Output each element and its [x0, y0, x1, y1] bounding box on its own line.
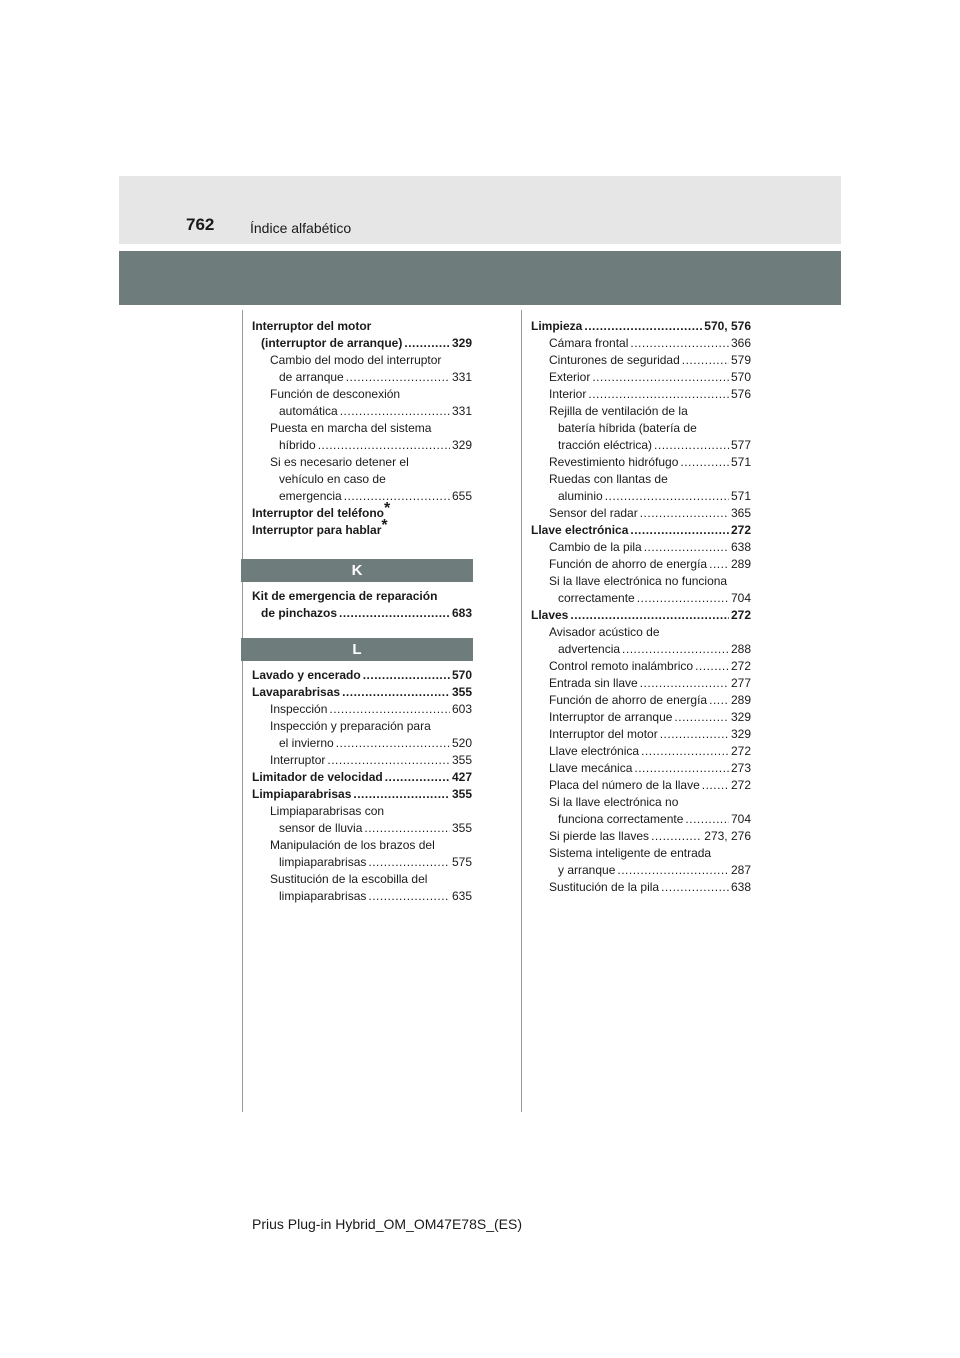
- subentry-term-continued: sensor de lluvia: [279, 821, 363, 835]
- index-subentry: [531, 556, 751, 573]
- entry-term: Lavado y encerado: [252, 668, 361, 682]
- index-subentry: [531, 403, 751, 454]
- page-ref[interactable]: 331: [451, 404, 472, 418]
- subentry-term: Llave mecánica: [549, 761, 633, 775]
- page-ref[interactable]: 704: [730, 591, 751, 605]
- page-ref[interactable]: 355: [451, 787, 472, 801]
- section-title: Índice alfabético: [250, 220, 352, 236]
- page-ref[interactable]: 289: [730, 557, 751, 571]
- index-entry: [531, 318, 751, 335]
- dot-leader: [622, 641, 729, 658]
- index-subentry: [531, 709, 751, 726]
- dot-leader: [630, 522, 729, 539]
- entry-term: Interruptor del motor: [252, 319, 372, 333]
- dot-leader: [339, 605, 450, 622]
- dot-leader: [640, 505, 729, 522]
- entry-term: Limpiaparabrisas: [252, 787, 352, 801]
- page-ref[interactable]: 289: [730, 693, 751, 707]
- dot-leader: [404, 335, 450, 352]
- dot-leader: [702, 777, 729, 794]
- subentry-term-continued: aluminio: [558, 489, 603, 503]
- subentry-term: Cambio del modo del interruptor: [270, 353, 442, 367]
- page-ref[interactable]: 288: [730, 642, 751, 656]
- index-subentry: [252, 718, 472, 752]
- dot-leader: [353, 786, 450, 803]
- subentry-term: Función de ahorro de energía: [549, 557, 708, 571]
- subentry-term-continued: tracción eléctrica): [558, 438, 653, 452]
- index-entry: [252, 500, 472, 522]
- dot-leader: [363, 667, 450, 684]
- page-ref[interactable]: 655: [451, 489, 472, 503]
- dot-leader: [368, 888, 450, 905]
- dot-leader: [327, 752, 450, 769]
- page-ref[interactable]: 635: [451, 889, 472, 903]
- subentry-term: Cámara frontal: [549, 336, 629, 350]
- index-subentry: [531, 539, 751, 556]
- index-subentry: [531, 658, 751, 675]
- subentry-term-continued: funciona correctamente: [558, 812, 684, 826]
- index-subentry: [252, 420, 472, 454]
- page-ref[interactable]: 287: [730, 863, 751, 877]
- index-entry: [252, 517, 472, 539]
- asterisk-mark: *: [384, 500, 391, 517]
- page-ref[interactable]: 277: [730, 676, 751, 690]
- subentry-term-continued: limpiaparabrisas: [279, 889, 367, 903]
- index-subentry: [531, 828, 751, 845]
- index-subentry: [531, 760, 751, 777]
- dot-leader: [634, 760, 729, 777]
- index-subentry: [531, 369, 751, 386]
- page-ref[interactable]: 355: [451, 685, 472, 699]
- subentry-term-continued: el invierno: [279, 736, 334, 750]
- page-ref[interactable]: 273, 276: [704, 829, 751, 843]
- entry-term-continued: de pinchazos: [261, 606, 338, 620]
- entry-term: Kit de emergencia de reparación: [252, 589, 438, 603]
- index-entry: [252, 786, 472, 803]
- entry-term: Limpieza: [531, 319, 583, 333]
- page-ref[interactable]: 575: [451, 855, 472, 869]
- dot-leader: [674, 709, 729, 726]
- page-ref[interactable]: 570: [730, 370, 751, 384]
- page-ref[interactable]: 638: [730, 880, 751, 894]
- subentry-term-continued: vehículo en caso de: [279, 472, 386, 486]
- dot-leader: [318, 437, 450, 454]
- entry-term: Interruptor del teléfono: [252, 506, 384, 520]
- entry-term: Limitador de velocidad: [252, 770, 383, 784]
- subentry-term: Cinturones de seguridad: [549, 353, 680, 367]
- subentry-term: Si la llave electrónica no funciona: [549, 574, 728, 588]
- dot-leader: [605, 488, 729, 505]
- dot-leader: [329, 701, 450, 718]
- subentry-term: Función de ahorro de energía: [549, 693, 708, 707]
- page-ref[interactable]: 576: [730, 387, 751, 401]
- page-ref[interactable]: 272: [730, 778, 751, 792]
- subentry-term: Sustitución de la escobilla del: [270, 872, 428, 886]
- asterisk-mark: *: [381, 517, 388, 534]
- subentry-term: Placa del número de la llave: [549, 778, 700, 792]
- subentry-term-continued: emergencia: [279, 489, 342, 503]
- page-ref[interactable]: 683: [451, 606, 472, 620]
- page-ref[interactable]: 579: [730, 353, 751, 367]
- subentry-term-continued: de arranque: [279, 370, 344, 384]
- entry-term-continued: (interruptor de arranque): [261, 336, 403, 350]
- dot-leader: [588, 386, 729, 403]
- entry-term: Lavaparabrisas: [252, 685, 341, 699]
- header-band: [119, 251, 841, 305]
- dot-leader: [346, 369, 450, 386]
- subentry-term-continued: limpiaparabrisas: [279, 855, 367, 869]
- index-entry: [531, 607, 751, 624]
- subentry-term-continued: híbrido: [279, 438, 316, 452]
- index-subentry: [531, 386, 751, 403]
- dot-leader: [630, 335, 729, 352]
- dot-leader: [709, 556, 729, 573]
- dot-leader: [644, 539, 729, 556]
- subentry-term: Llave electrónica: [549, 744, 640, 758]
- index-subentry: [531, 692, 751, 709]
- subentry-term: Interruptor: [270, 753, 326, 767]
- page-ref[interactable]: 355: [451, 753, 472, 767]
- page-ref[interactable]: 427: [451, 770, 472, 784]
- subentry-term: Exterior: [549, 370, 591, 384]
- subentry-term: Ruedas con llantas de: [549, 472, 668, 486]
- dot-leader: [641, 743, 729, 760]
- subentry-term: Avisador acústico de: [549, 625, 660, 639]
- header-bar: [119, 176, 841, 244]
- dot-leader: [617, 862, 729, 879]
- page-ref[interactable]: 272: [730, 523, 751, 537]
- page-ref[interactable]: 577: [730, 438, 751, 452]
- index-subentry: [252, 871, 472, 905]
- entry-term: Llave electrónica: [531, 523, 629, 537]
- index-subentry: [531, 624, 751, 658]
- index-subentry: [531, 471, 751, 505]
- subentry-term: Cambio de la pila: [549, 540, 642, 554]
- section-letter-l: L: [241, 638, 473, 661]
- dot-leader: [368, 854, 450, 871]
- subentry-term: Limpiaparabrisas con: [270, 804, 385, 818]
- index-subentry: [531, 675, 751, 692]
- subentry-term-continued: batería híbrida (batería de: [558, 421, 697, 435]
- document-footer: Prius Plug-in Hybrid_OM_OM47E78S_(ES): [252, 1216, 522, 1232]
- index-subentry: [252, 837, 472, 871]
- index-subentry: [252, 701, 472, 718]
- subentry-term: Interruptor del motor: [549, 727, 658, 741]
- page-ref[interactable]: 571: [730, 455, 751, 469]
- dot-leader: [364, 820, 450, 837]
- page-ref[interactable]: 570, 576: [704, 319, 751, 333]
- page-ref[interactable]: 366: [730, 336, 751, 350]
- dot-leader: [385, 769, 450, 786]
- page-ref[interactable]: 272: [730, 744, 751, 758]
- entry-term: Llaves: [531, 608, 569, 622]
- subentry-term-continued: automática: [279, 404, 338, 418]
- index-subentry: [252, 352, 472, 386]
- subentry-term: Control remoto inalámbrico: [549, 659, 694, 673]
- subentry-term: Inspección: [270, 702, 328, 716]
- page-ref[interactable]: 272: [730, 608, 751, 622]
- subentry-term: Entrada sin llave: [549, 676, 638, 690]
- subentry-term: Rejilla de ventilación de la: [549, 404, 688, 418]
- index-subentry: [531, 879, 751, 896]
- index-column-left: [252, 318, 472, 905]
- subentry-term: Sensor del radar: [549, 506, 638, 520]
- subentry-term: Si la llave electrónica no: [549, 795, 679, 809]
- index-subentry: [252, 752, 472, 769]
- index-subentry: [531, 794, 751, 828]
- subentry-term: Función de desconexión: [270, 387, 401, 401]
- subentry-term-continued: correctamente: [558, 591, 635, 605]
- dot-leader: [682, 352, 729, 369]
- subentry-term: Si es necesario detener el: [270, 455, 409, 469]
- dot-leader: [661, 879, 729, 896]
- subentry-term: Interior: [549, 387, 587, 401]
- page-ref[interactable]: 638: [730, 540, 751, 554]
- page-ref[interactable]: 272: [730, 659, 751, 673]
- index-subentry: [531, 454, 751, 471]
- index-subentry: [252, 386, 472, 420]
- dot-leader: [651, 828, 702, 845]
- index-subentry: [531, 726, 751, 743]
- index-entry: [252, 588, 472, 622]
- index-entry: [252, 318, 472, 352]
- index-subentry: [252, 803, 472, 837]
- dot-leader: [344, 488, 450, 505]
- page-ref[interactable]: 704: [730, 812, 751, 826]
- dot-leader: [660, 726, 729, 743]
- column-divider-right: [521, 310, 522, 1112]
- dot-leader: [584, 318, 702, 335]
- page-ref[interactable]: 331: [451, 370, 472, 384]
- dot-leader: [685, 811, 729, 828]
- index-subentry: [531, 777, 751, 794]
- section-letter-k: K: [241, 559, 473, 582]
- dot-leader: [709, 692, 729, 709]
- page-ref[interactable]: 329: [451, 438, 472, 452]
- dot-leader: [336, 735, 450, 752]
- entry-term: Interruptor para hablar: [252, 523, 382, 537]
- dot-leader: [342, 684, 450, 701]
- page-ref[interactable]: 520: [451, 736, 472, 750]
- dot-leader: [695, 658, 729, 675]
- page-ref[interactable]: 570: [451, 668, 472, 682]
- subentry-term: Sustitución de la pila: [549, 880, 660, 894]
- index-subentry: [252, 454, 472, 505]
- index-column-right: [531, 318, 751, 896]
- dot-leader: [680, 454, 729, 471]
- index-subentry: [531, 845, 751, 879]
- column-divider-left: [242, 310, 243, 1112]
- index-entry: [252, 769, 472, 786]
- subentry-term-continued: advertencia: [558, 642, 621, 656]
- index-subentry: [531, 573, 751, 607]
- subentry-term: Sistema inteligente de entrada: [549, 846, 712, 860]
- subentry-term: Si pierde las llaves: [549, 829, 650, 843]
- dot-leader: [640, 675, 729, 692]
- index-entry: [531, 522, 751, 539]
- page-ref[interactable]: 603: [451, 702, 472, 716]
- page-ref[interactable]: 365: [730, 506, 751, 520]
- subentry-term: Inspección y preparación para: [270, 719, 431, 733]
- page-ref[interactable]: 329: [730, 727, 751, 741]
- page-ref[interactable]: 273: [730, 761, 751, 775]
- dot-leader: [592, 369, 729, 386]
- page-ref[interactable]: 355: [451, 821, 472, 835]
- index-entry: [252, 684, 472, 701]
- dot-leader: [340, 403, 450, 420]
- dot-leader: [654, 437, 729, 454]
- index-subentry: [531, 505, 751, 522]
- index-subentry: [531, 743, 751, 760]
- index-subentry: [531, 335, 751, 352]
- index-subentry: [531, 352, 751, 369]
- page-number: 762: [186, 215, 215, 234]
- page-ref[interactable]: 329: [451, 336, 472, 350]
- subentry-term-continued: y arranque: [558, 863, 616, 877]
- page-ref[interactable]: 571: [730, 489, 751, 503]
- dot-leader: [570, 607, 729, 624]
- subentry-term: Puesta en marcha del sistema: [270, 421, 432, 435]
- index-entry: [252, 667, 472, 684]
- subentry-term: Manipulación de los brazos del: [270, 838, 435, 852]
- dot-leader: [637, 590, 729, 607]
- subentry-term: Interruptor de arranque: [549, 710, 673, 724]
- page-ref[interactable]: 329: [730, 710, 751, 724]
- subentry-term: Revestimiento hidrófugo: [549, 455, 679, 469]
